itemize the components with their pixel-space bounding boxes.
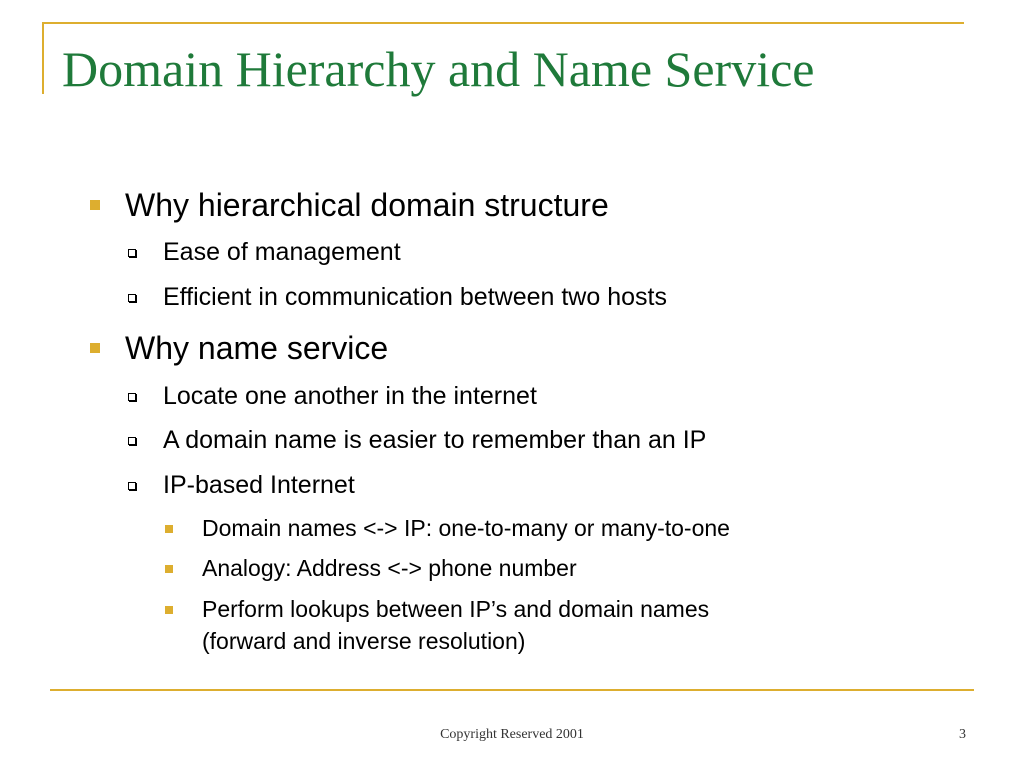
hollow-square-bullet-icon [128, 249, 136, 257]
square-bullet-icon [165, 565, 173, 573]
page-number: 3 [959, 727, 966, 742]
square-bullet-icon [165, 525, 173, 533]
bullet-item [0, 329, 1024, 367]
sub-bullet-item [0, 470, 1024, 500]
bullet-item [0, 186, 1024, 224]
hollow-square-bullet-icon [128, 482, 136, 490]
sub-sub-bullet-continuation: (forward and inverse resolution) [202, 628, 526, 654]
sub-sub-bullet-item [0, 594, 1024, 656]
square-bullet-icon [90, 200, 100, 210]
sub-bullet-text: Locate one another in the internet [163, 382, 537, 410]
hollow-square-bullet-icon [128, 393, 136, 401]
sub-bullet-item [0, 425, 1024, 455]
sub-bullet-item [0, 381, 1024, 411]
hollow-square-bullet-icon [128, 437, 136, 445]
sub-bullet-text: IP-based Internet [163, 471, 355, 499]
footer-copyright: Copyright Reserved 2001 [440, 727, 584, 742]
sub-sub-bullet-text: Analogy: Address <-> phone number [202, 555, 577, 581]
hollow-square-bullet-icon [128, 294, 136, 302]
sub-bullet-text: Ease of management [163, 238, 401, 266]
sub-sub-bullet-text: Domain names <-> IP: one-to-many or many-to-one [202, 515, 730, 541]
bullet-text: Why name service [125, 330, 389, 366]
square-bullet-icon [165, 606, 173, 614]
sub-bullet-text: Efficient in communication between two hosts [163, 283, 667, 311]
bullet-text: Why hierarchical domain structure [125, 187, 609, 223]
sub-bullet-item [0, 237, 1024, 267]
slide-title: Domain Hierarchy and Name Service [62, 41, 815, 97]
sub-sub-bullet-text: Perform lookups between IP’s and domain names [202, 596, 710, 622]
sub-bullet-item [0, 282, 1024, 312]
sub-bullet-text: A domain name is easier to remember than an IP [163, 426, 707, 454]
sub-sub-bullet-item [0, 513, 1024, 543]
square-bullet-icon [90, 343, 100, 353]
footer-rule [50, 689, 974, 691]
sub-sub-bullet-item [0, 553, 1024, 583]
